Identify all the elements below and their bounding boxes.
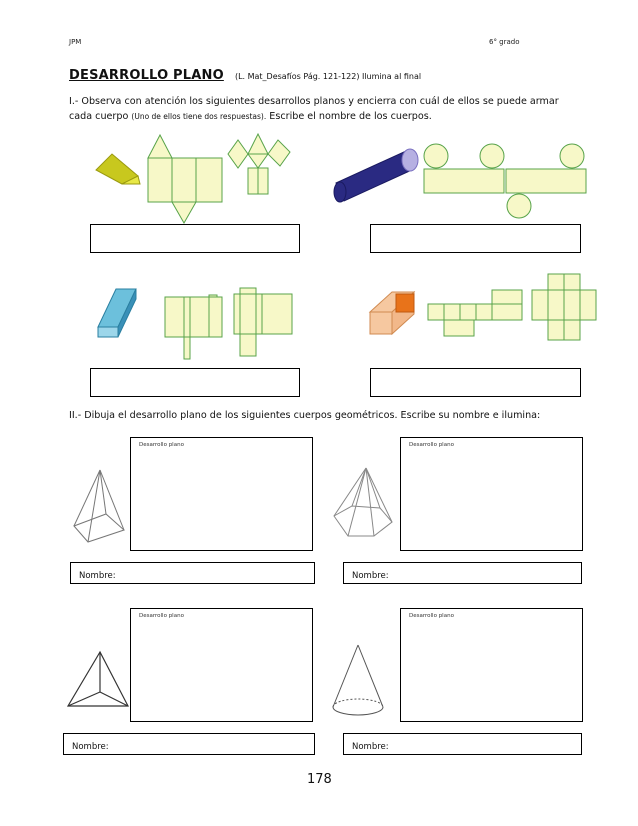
net-drawing-panel-1[interactable] <box>130 437 313 551</box>
answer-box-1[interactable] <box>90 224 300 253</box>
page-number: 178 <box>307 772 332 787</box>
rectangular-prism-solid <box>96 287 142 339</box>
cube-solid <box>368 290 418 338</box>
answer-box-2[interactable] <box>370 224 581 253</box>
answer-box-3[interactable] <box>90 368 300 397</box>
prism-net-2 <box>234 288 294 360</box>
triangle-pinwheel-net <box>220 130 296 196</box>
net-drawing-panel-2[interactable] <box>400 437 583 551</box>
square-pyramid-drawing <box>70 468 130 544</box>
section1-line2-end: Escribe el nombre de los cuerpos. <box>269 111 432 122</box>
name-field-2[interactable]: Nombre: <box>343 562 582 584</box>
net-drawing-panel-4[interactable] <box>400 608 583 722</box>
pentagonal-pyramid-drawing <box>330 466 396 542</box>
section1-line2-note: (Uno de ellos tiene dos respuestas). <box>131 112 267 121</box>
net-drawing-panel-3[interactable] <box>130 608 313 722</box>
panel-label-2: Desarrollo plano <box>409 442 454 448</box>
triangular-pyramid-drawing <box>66 650 132 712</box>
title-line <box>69 64 421 83</box>
cone-drawing <box>330 643 386 723</box>
cylinder-nets <box>420 140 590 222</box>
header-left: JPM <box>69 38 82 46</box>
cube-net-2 <box>532 272 598 342</box>
section2-instruction: II.- Dibuja el desarrollo plano de los siguientes cuerpos geométricos. Escribe su nombre e ilumina: <box>69 410 541 421</box>
header-right: 6° grado <box>489 38 520 46</box>
title-reference: (L. Mat_Desafíos Pág. 121-122) Ilumina al final <box>234 72 422 81</box>
panel-label-3: Desarrollo plano <box>139 613 184 619</box>
section1-line2-start: cada cuerpo <box>69 111 129 122</box>
name-field-4[interactable]: Nombre: <box>343 733 582 755</box>
panel-label-1: Desarrollo plano <box>139 442 184 448</box>
name-field-1[interactable]: Nombre: <box>70 562 315 584</box>
page-title: DESARROLLO PLANO <box>69 68 224 83</box>
answer-box-4[interactable] <box>370 368 581 397</box>
prism-net-1 <box>165 295 225 365</box>
triangular-prism-net <box>148 135 228 227</box>
section1-instruction <box>69 94 589 124</box>
triangular-prism-solid <box>94 148 144 188</box>
panel-label-4: Desarrollo plano <box>409 613 454 619</box>
name-field-3[interactable]: Nombre: <box>63 733 315 755</box>
section1-line1: I.- Observa con atención los siguientes desarrollos planos y encierra con cuál de ellos se puede armar <box>69 96 559 107</box>
cylinder-solid <box>330 145 420 203</box>
section1-line2 <box>69 109 589 124</box>
cube-net-1 <box>428 288 524 338</box>
